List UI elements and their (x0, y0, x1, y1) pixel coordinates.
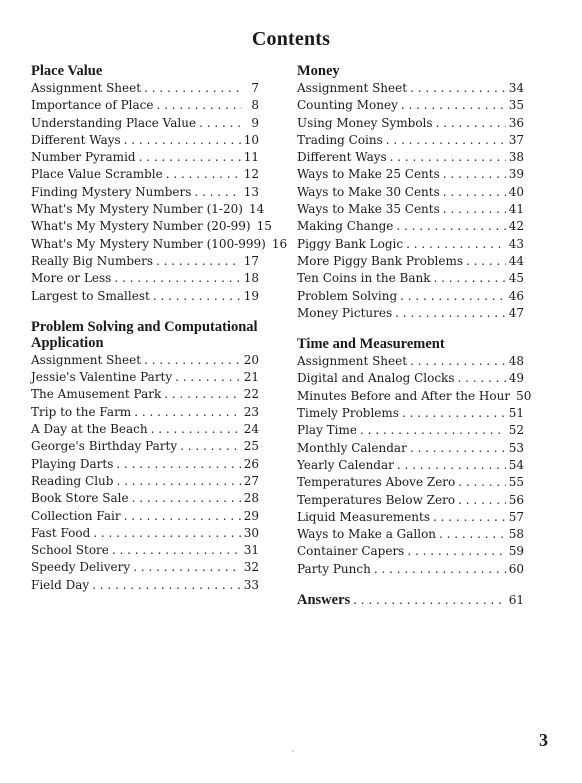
toc-entry (31, 236, 288, 253)
toc-entry-label: The Amusement Park (31, 387, 162, 402)
dot-leader (390, 149, 506, 166)
toc-entry-label: Ways to Make 30 Cents (297, 184, 440, 199)
scan-speck (292, 750, 294, 752)
toc-entry-page: 60 (508, 561, 524, 576)
toc-entry-label: Ten Coins in the Bank (297, 271, 431, 286)
section-time-measurement (297, 336, 532, 578)
toc-entry-label: What's My Mystery Number (20-99) (31, 219, 251, 234)
toc-entry-label: Play Time (297, 423, 357, 438)
toc-entry-label: Ways to Make 25 Cents (297, 167, 440, 182)
toc-entry-label: Piggy Bank Logic (297, 236, 404, 251)
toc-entry-label: Trip to the Farm (31, 404, 132, 419)
toc-entry-label: Temperatures Above Zero (297, 475, 456, 490)
dot-leader (144, 80, 242, 97)
dot-leader (443, 201, 506, 218)
dot-leader (396, 218, 505, 235)
toc-entry-label: Timely Problems (297, 406, 399, 421)
toc-entry-page: 31 (243, 543, 259, 558)
toc-entry-label: Assignment Sheet (297, 354, 408, 369)
toc-entry-label: School Store (31, 543, 109, 558)
toc-entry (297, 388, 532, 405)
toc-entry-page: 28 (243, 491, 259, 506)
dot-leader (199, 115, 242, 132)
toc-entry (297, 440, 524, 457)
dot-leader (407, 543, 505, 560)
toc-entry-page: 57 (508, 509, 524, 524)
toc-entry-label: What's My Mystery Number (100-999) (31, 236, 266, 251)
toc-entry-page: 7 (251, 81, 259, 95)
toc-entry-page: 20 (243, 352, 259, 367)
toc-entry (31, 473, 259, 490)
toc-entry-page: 17 (243, 253, 259, 268)
toc-entry (297, 457, 524, 474)
toc-entry (31, 132, 259, 149)
toc-entry (31, 201, 265, 218)
section-place-value (31, 63, 288, 305)
toc-entry (297, 543, 524, 560)
toc-entry-label: Speedy Delivery (31, 560, 131, 575)
toc-entry-page: 18 (243, 271, 259, 286)
toc-entry-label: Counting Money (297, 98, 398, 113)
toc-entry (297, 270, 524, 287)
toc-entry (31, 490, 259, 507)
dot-leader (144, 352, 241, 369)
toc-entry-page: 8 (251, 98, 259, 113)
toc-entry (31, 577, 259, 594)
dot-leader (360, 422, 506, 439)
dot-leader (116, 456, 240, 473)
toc-entry-label: Party Punch (297, 561, 371, 576)
toc-entry-page: 46 (508, 288, 524, 303)
dot-leader (92, 577, 241, 594)
toc-entry (297, 305, 524, 322)
dot-leader (93, 525, 240, 542)
toc-entry-page: 56 (508, 492, 524, 507)
toc-entry (297, 132, 524, 149)
toc-entry-label: A Day at the Beach (31, 422, 148, 437)
dot-leader (134, 404, 241, 421)
toc-entry-label: Different Ways (297, 150, 387, 165)
toc-entry-page: 13 (243, 184, 259, 199)
toc-entry-page: 16 (271, 236, 288, 251)
toc-entry-label: Temperatures Below Zero (297, 492, 456, 507)
dot-leader (139, 149, 241, 166)
toc-entry (297, 218, 524, 235)
toc-entry (31, 386, 259, 403)
dot-leader (116, 473, 240, 490)
section-heading (31, 319, 259, 351)
toc-entry-page: 22 (243, 387, 259, 402)
toc-entry (31, 508, 259, 525)
right-column (297, 63, 532, 609)
toc-entry-page: 55 (508, 475, 524, 490)
toc-entries (31, 80, 288, 305)
toc-entry-page: 35 (508, 98, 524, 113)
section-heading-line: Application (31, 334, 104, 351)
toc-entry (297, 422, 524, 439)
toc-entry (297, 370, 524, 387)
toc-entry-label: Making Change (297, 219, 394, 234)
toc-entry (297, 97, 524, 114)
toc-entry-label: Using Money Symbols (297, 115, 433, 130)
dot-leader (151, 421, 241, 438)
toc-entry (297, 492, 524, 509)
toc-entry (297, 561, 524, 578)
toc-entry (31, 438, 259, 455)
toc-entry (31, 559, 259, 576)
toc-entry-label: More or Less (31, 271, 112, 286)
toc-entry-page: 37 (508, 132, 524, 147)
toc-entry (31, 404, 259, 421)
toc-entry-page: 59 (508, 544, 524, 559)
dot-leader (436, 115, 506, 132)
dot-leader (156, 253, 241, 270)
toc-entry-label: George's Birthday Party (31, 439, 178, 454)
toc-entry (31, 218, 272, 235)
toc-entry-page: 19 (243, 288, 259, 303)
dot-leader (156, 97, 242, 114)
toc-entry-page: 49 (508, 371, 524, 386)
toc-entry (31, 80, 259, 97)
toc-entry (31, 369, 259, 386)
toc-entry-page: 9 (251, 115, 259, 130)
section-heading-line: Problem Solving and Computational (31, 318, 258, 335)
toc-entry-label: Assignment Sheet (31, 81, 142, 95)
dot-leader (397, 457, 506, 474)
dot-leader (180, 438, 241, 455)
toc-entry-page: 50 (516, 388, 532, 403)
toc-entry (297, 474, 524, 491)
toc-entry-label: Assignment Sheet (31, 352, 142, 367)
toc-entry-page: 10 (243, 132, 259, 147)
toc-entries (31, 352, 259, 594)
toc-entry (297, 201, 524, 218)
toc-entry-page: 30 (243, 525, 259, 540)
toc-entry-page: 32 (243, 560, 259, 575)
toc-entry-label: Trading Coins (297, 132, 383, 147)
toc-entry (297, 509, 524, 526)
toc-entry (297, 288, 524, 305)
toc-entry-label: More Piggy Bank Problems (297, 253, 464, 268)
dot-leader (112, 542, 241, 559)
toc-entry (31, 149, 259, 166)
toc-entry-label: Problem Solving (297, 288, 398, 303)
dot-leader (132, 490, 241, 507)
toc-entry-label: Different Ways (31, 132, 121, 147)
toc-entry-label: What's My Mystery Number (1-20) (31, 202, 243, 217)
toc-entry-page: 29 (243, 508, 259, 523)
toc-entry (31, 456, 259, 473)
page-title: Contents (251, 28, 331, 50)
dot-leader (166, 166, 241, 183)
section-heading: Money (297, 63, 340, 79)
dot-leader (443, 184, 506, 201)
toc-entry-page: 24 (243, 422, 259, 437)
toc-entry-label: Minutes Before and After the Hour (297, 388, 511, 403)
toc-entry-page: 41 (508, 202, 524, 217)
toc-entry-page: 42 (508, 219, 524, 234)
toc-entry-page: 23 (243, 404, 259, 419)
dot-leader (175, 369, 241, 386)
dot-leader (114, 270, 240, 287)
toc-entry-page: 58 (508, 527, 524, 542)
dot-leader (458, 474, 505, 491)
toc-entry (31, 525, 259, 542)
toc-entry-label: Container Capers (297, 544, 405, 559)
toc-entry-page: 15 (256, 219, 272, 234)
toc-entry-label: Book Store Sale (31, 491, 129, 506)
toc-entry (297, 353, 524, 370)
dot-leader (386, 132, 506, 149)
toc-entry (31, 421, 259, 438)
toc-entry-page: 14 (248, 202, 265, 217)
dot-leader (402, 405, 506, 422)
toc-entry-label: Field Day (31, 577, 90, 592)
dot-leader (353, 593, 506, 607)
dot-leader (433, 509, 506, 526)
toc-entry-label: Really Big Numbers (31, 253, 153, 268)
toc-entry-page: 36 (508, 115, 524, 130)
toc-entry-label: Monthly Calendar (297, 440, 407, 455)
toc-entry-label: Fast Food (31, 525, 91, 540)
section-problem-solving (31, 319, 259, 594)
dot-leader (466, 253, 506, 270)
toc-entries (297, 353, 532, 578)
dot-leader (133, 559, 241, 576)
toc-entry-label: Place Value Scramble (31, 167, 163, 182)
dot-leader (153, 288, 241, 305)
toc-entry-label: Finding Mystery Numbers (31, 184, 192, 199)
dot-leader (401, 97, 506, 114)
dot-leader (124, 508, 241, 525)
toc-entry-page: 34 (508, 81, 524, 95)
toc-entry-page: 44 (508, 253, 524, 268)
toc-entry (31, 115, 259, 132)
toc-entry (297, 184, 524, 201)
dot-leader (443, 166, 506, 183)
dot-leader (164, 386, 240, 403)
toc-entry (31, 97, 259, 114)
toc-entry-label: Number Pyramid (31, 150, 136, 165)
toc-entry-page: 52 (508, 423, 524, 438)
dot-leader (400, 288, 506, 305)
toc-entry-page: 12 (243, 167, 259, 182)
dot-leader (124, 132, 241, 149)
toc-entry (31, 166, 259, 183)
section-money (297, 63, 524, 322)
toc-entry-page: 33 (243, 577, 259, 592)
toc-entry-label: Collection Fair (31, 508, 121, 523)
toc-entry-page: 40 (508, 184, 524, 199)
toc-entry (297, 149, 524, 166)
toc-entry (31, 288, 259, 305)
dot-leader (374, 561, 506, 578)
toc-entry-page: 53 (508, 440, 524, 455)
toc-entry (31, 270, 259, 287)
toc-entry-label: Digital and Analog Clocks (297, 371, 455, 386)
toc-entry-label: Yearly Calendar (297, 457, 394, 472)
toc-entry (297, 115, 524, 132)
toc-entry-page: 25 (243, 439, 259, 454)
toc-entry-label: Assignment Sheet (297, 81, 408, 95)
section-heading: Time and Measurement (297, 336, 445, 353)
toc-entry-page: 11 (243, 150, 259, 165)
toc-entry-page: 21 (243, 370, 259, 385)
toc-entry (31, 542, 259, 559)
dot-leader (395, 305, 506, 322)
toc-entry-label: Liquid Measurements (297, 509, 431, 524)
dot-leader (433, 270, 505, 287)
toc-entry-label: Understanding Place Value (31, 115, 197, 130)
dot-leader (406, 236, 506, 253)
toc-entry-label: Ways to Make a Gallon (297, 527, 437, 542)
toc-entry (297, 80, 524, 97)
toc-entry (31, 184, 259, 201)
toc-entry-label: Largest to Smallest (31, 288, 150, 303)
toc-entry-page: 45 (508, 271, 524, 286)
dot-leader (458, 492, 506, 509)
left-column (31, 63, 288, 608)
toc-entry-label: Playing Darts (31, 456, 114, 471)
toc-entry-page: 51 (508, 406, 524, 421)
dot-leader (458, 370, 506, 387)
dot-leader (439, 526, 506, 543)
toc-entry-label: Ways to Make 35 Cents (297, 202, 440, 217)
toc-entry-page: 43 (508, 236, 524, 251)
toc-entry-label: Jessie's Valentine Party (31, 370, 173, 385)
toc-entry-page: 39 (508, 167, 524, 182)
toc-entry-label: Money Pictures (297, 305, 393, 320)
toc-entry (31, 253, 259, 270)
toc-entry (297, 526, 524, 543)
page-number: 3 (539, 730, 548, 750)
toc-entries (297, 80, 524, 322)
toc-entry (297, 236, 524, 253)
toc-entry-page: 27 (243, 473, 259, 488)
toc-entry-page: 48 (508, 354, 524, 369)
toc-entry-page: 47 (508, 305, 524, 320)
toc-entry-page: 38 (508, 150, 524, 165)
toc-entry (297, 253, 524, 270)
toc-entry-label: Reading Club (31, 473, 114, 488)
dot-leader (410, 80, 506, 97)
toc-entry-label: Importance of Place (31, 98, 154, 113)
toc-entry (297, 166, 524, 183)
toc-entry (31, 352, 259, 369)
answers-entry (297, 592, 524, 609)
answers-page: 61 (508, 593, 524, 608)
toc-entry-page: 54 (508, 457, 524, 472)
toc-entry-page: 26 (243, 456, 259, 471)
dot-leader (194, 184, 240, 201)
toc-entry (297, 405, 524, 422)
section-heading: Place Value (31, 63, 103, 79)
answers-label: Answers (297, 592, 351, 609)
dot-leader (410, 353, 506, 370)
dot-leader (410, 440, 506, 457)
